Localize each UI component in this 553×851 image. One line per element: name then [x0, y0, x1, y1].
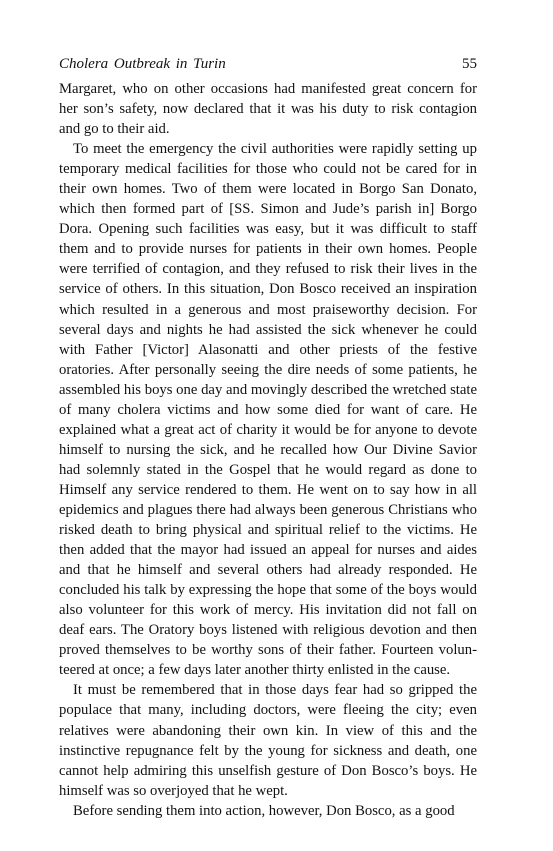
page-number: 55 [462, 56, 477, 72]
page-header [59, 56, 477, 78]
running-title: Cholera Outbreak in Turin [59, 56, 226, 72]
book-page [59, 56, 477, 821]
paragraph-continuation: Margaret, who on other occasions had manifested great concern for her son’s safety, now declared that it was his duty to risk contagion and go to their aid. [59, 81, 477, 138]
paragraph-emergency-facilities: To meet the emergency the civil authorities were rapidly setting up temporary medical facilities for those who could not be cared for in their own homes. Two of them were located in Borgo San Donato, which then formed part of [SS. Simon and Jude’s parish in] Borgo Dora. Opening such facilities was easy, but it was difficult to staff them and to provide nurses for patients in their own homes. People were terrified of contagion, and they refused to risk their lives in the service of others. In this situation, Don Bosco received an inspiration which resulted in a generous and most praiseworthy decision. For several days and nights he had assisted the sick whenever he could with Father [Victor] Alasonatti and other priests of the festive oratories. After personally seeing the dire needs of some patients, he assembled his boys one day and movingly described the wretched state of many cholera victims and how some died for want of care. He explained what a great act of charity it would be for anyone to devote himself to nursing the sick, and he recalled how Our Divine Savior had solemnly stated in the Gospel that he would regard as done to Himself any service rendered to them. He went on to say how in all epidemics and plagues there had always been generous Christians who risked death to bring physical and spiritual relief to the victims. He then added that the mayor had issued an appeal for nurses and aides and that he himself and several others had already responded. He concluded his talk by expressing the hope that some of the boys would also volunteer for this work of mercy. His invitation did not fall on deaf ears. The Oratory boys listened with religious devotion and then proved themselves to be worthy sons of their father. Fourteen volunteered at once; a few days later another thirty enlisted in the cause. [59, 141, 477, 679]
paragraph-fear-in-populace: It must be remembered that in those days fear had so gripped the populace that many, including doctors, were fleeing the city; even relatives were abandoning their own kin. In view of this and the instinctive repugnance felt by the young for sickness and death, one cannot help admiring this unselfish gesture of Don Bosco’s boys. He himself was so overjoyed that he wept. [59, 682, 477, 799]
body-text [59, 79, 477, 821]
paragraph-before-sending: Before sending them into action, however, Don Bosco, as a good [73, 802, 455, 819]
